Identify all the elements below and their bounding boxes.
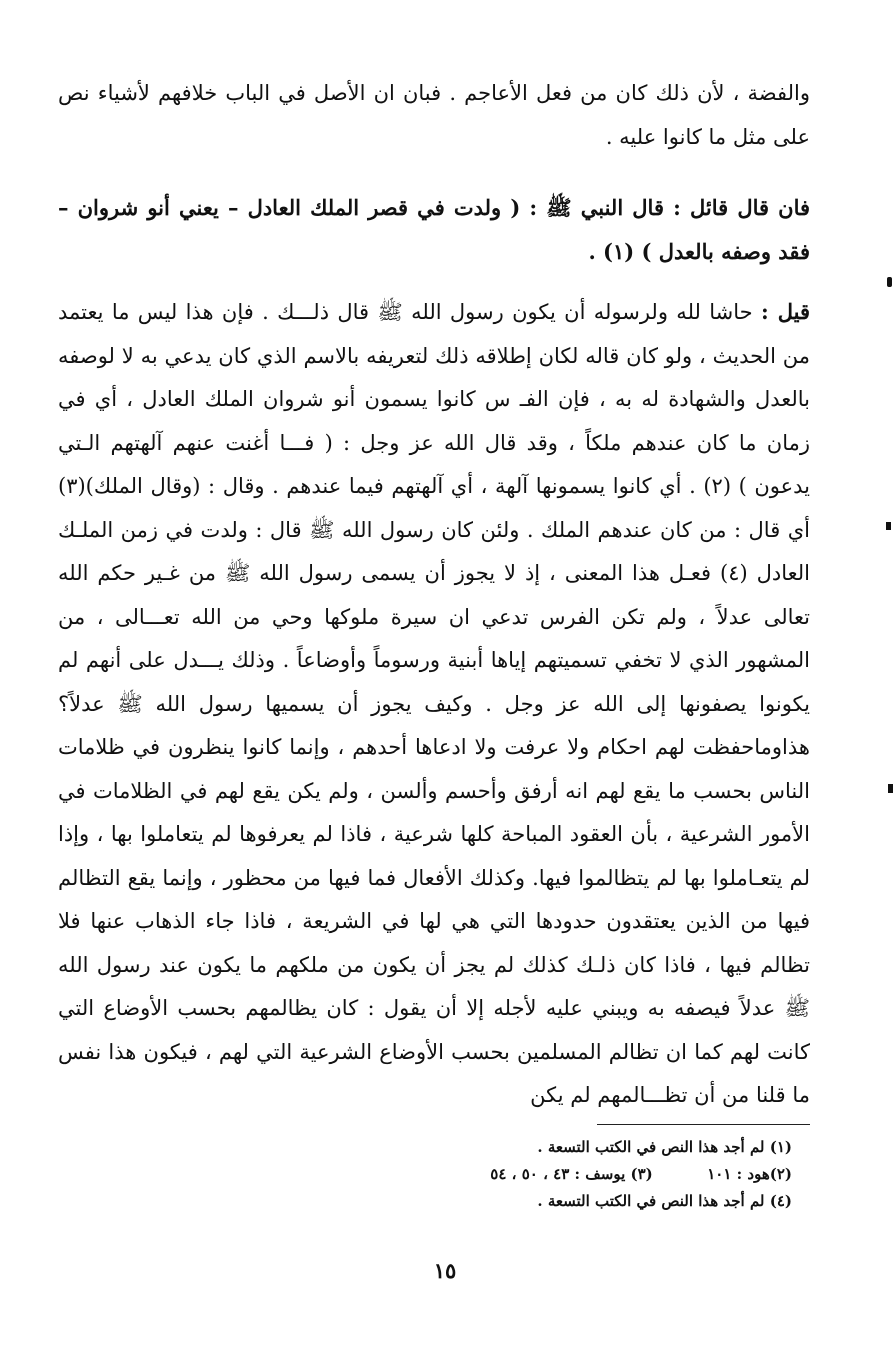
footnote-1: (١) لم أجد هذا النص في الكتب التسعة . — [537, 1138, 792, 1156]
paragraph-3-lead: قيل : — [760, 299, 810, 324]
paragraph-1 — [58, 72, 810, 159]
footnote-divider — [597, 1124, 810, 1125]
footnote-3: (٣) يوسف : ٤٣ ، ٥٠ ، ٥٤ — [490, 1165, 653, 1183]
paragraph-2-text: فان قال قائل : قال النبي ﷺ : ( ولدت في قصر الملك العادل – يعني أنو شروان – فقد وصفه بالعدل ) (١) . — [58, 195, 810, 264]
footnote-2: (٢)هود : ١٠١ — [707, 1165, 792, 1183]
paragraph-1-text: والفضة ، لأن ذلك كان من فعل الأعاجم . فبان ان الأصل في الباب خلافهم لأشياء نص على مثل ما كانوا عليه . — [58, 81, 810, 149]
footnotes — [280, 1134, 792, 1215]
margin-mark — [886, 522, 891, 530]
paragraph-2 — [58, 186, 810, 273]
paragraph-3 — [58, 290, 810, 1118]
margin-mark — [888, 784, 893, 793]
footnote-4: (٤) لم أجد هذا النص في الكتب التسعة . — [537, 1192, 792, 1210]
footnote-row-2-3 — [280, 1161, 792, 1188]
paragraph-3-text: حاشا لله ولرسوله أن يكون رسول الله ﷺ قال ذلـــك . فإن هذا ليس ما يعتمد من الحديث ، ولو كان قاله لكان إطلاقه ذلك لتعريفه بالاسم الذي كان يدعي به لا لوصفه بالعدل والشهادة له به ، فإن الفـ س كانوا يسمون أنو شروان الملك العادل ، أي في زمان ما كان عندهم ملكاً ، وقد قال الله عز وجل : ( فـــا أغنت عنهم آلهتهم الـتي يدعون ) (٢) . أي كانوا يسمونها آلهة ، أي آلهتهم فيما عندهم . وقال : (وقال الملك)(٣) أي قال : من كان عندهم الملك . ولئن كان رسول الله ﷺ قال : ولدت في زمن الملـك العادل (٤) فعـل هذا المعنى ، إذ لا يجوز أن يسمى رسول الله ﷺ من غـير حكم الله تعالى عدلاً ، ولم تكن الفرس تدعي ان سيرة ملوكها وحي من الله تعـــالى ، من المشهور الذي لا تخفي تسميتهم إياها أبنية ورسوماً وأوضاعاً . وذلك يـــدل على أنهم لم يكونوا يصفونها إلى الله عز وجل . وكيف يجوز أن يسميها رسول الله ﷺ عدلاً؟هذاوماحفظت لهم احكام ولا عرفت ولا ادعاها أحدهم ، وإنما كانوا ينظرون في ظلامات الناس بحسب ما يقع لهم انه أرفق وأحسم وألسن ، ولم يكن يقع لهم في الظلامات في الأمور الشرعية ، بأن العقود المباحة كلها شرعية ، فاذا لم يعرفوها لم يتعاملوا بها ، وإذا لم يتعـاملوا بها لم يتظالموا فيها. وكذلك الأفعال فما فيها من محظور ، وإنما يقع التظالم فيها من الذين يعتقدون حدودها التي هي لها في الشريعة ، فاذا جاء الذهاب عنها فلا تظالم فيها ، فاذا كان ذلـك كذلك لم يجز أن يكون من ملكهم ما يكون عند رسول الله ﷺ عدلاً فيصفه به ويبني عليه لأجله إلا أن يقول : كان يظالمهم بحسب الأوضاع التي كانت لهم كما ان تظالم المسلمين بحسب الأوضاع الشرعية التي لهم ، فيكون هذا نفس ما قلنا من أن تظـــالمهم لم يكن — [58, 300, 810, 1107]
margin-mark — [887, 277, 892, 287]
page-number: ١٥ — [433, 1258, 457, 1283]
